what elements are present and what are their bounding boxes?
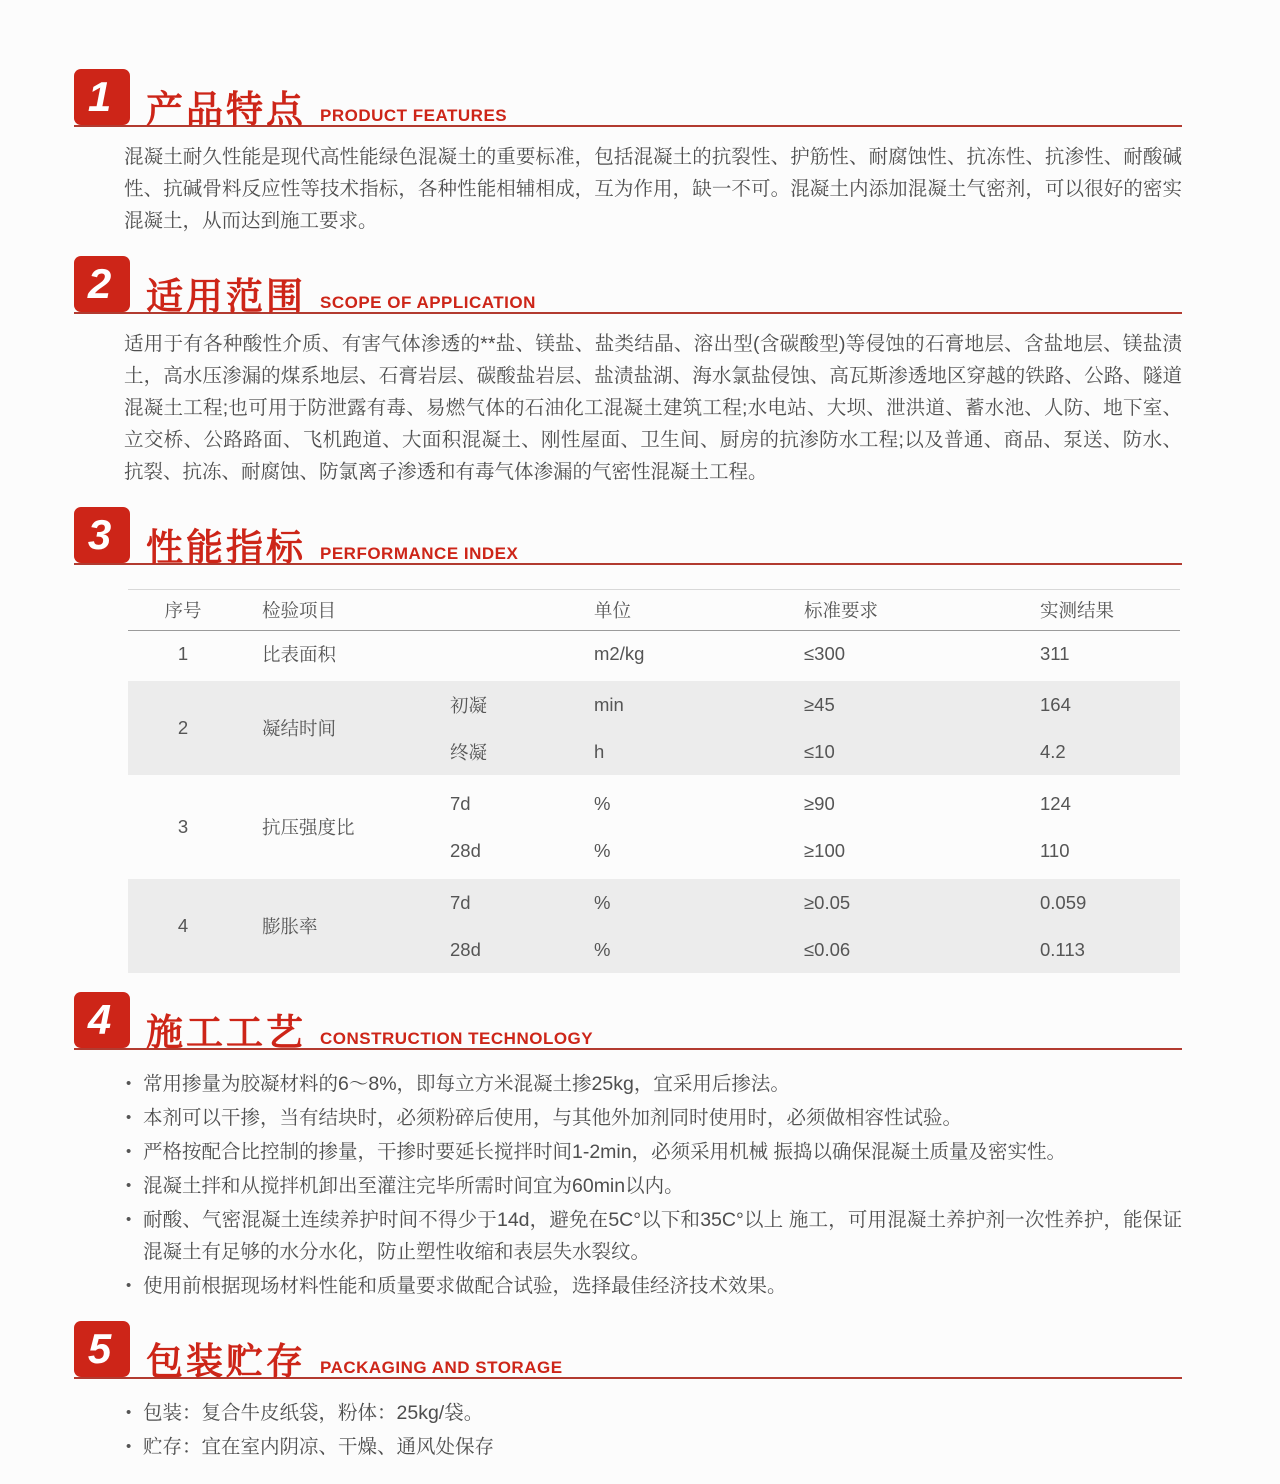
section-title: 产品特点 (146, 89, 306, 130)
section-subtitle: SCOPE OF APPLICATION (320, 293, 536, 312)
bullet-icon: • (126, 1143, 132, 1160)
section-subtitle: PRODUCT FEATURES (320, 106, 508, 125)
section-number: 2 (87, 260, 112, 307)
bullet-icon: • (126, 1109, 132, 1126)
section-number: 1 (87, 73, 112, 120)
cell-sub: 初凝 (450, 694, 488, 716)
list-item (126, 1270, 1182, 1302)
list-item (126, 1397, 1182, 1429)
section-title: 施工工艺 (146, 1012, 306, 1053)
bullet-icon: • (126, 1211, 132, 1228)
section-header (74, 1321, 1182, 1382)
cell-unit: % (594, 839, 611, 861)
table-row (128, 681, 1180, 775)
cell-unit: % (594, 938, 611, 960)
cell-standard: ≤0.06 (804, 938, 851, 960)
list-item (126, 1102, 1182, 1134)
section-header (74, 507, 1182, 568)
cell-sub: 7d (450, 792, 471, 814)
bullet-text: 常用掺量为胶凝材料的6～8%，即每立方米混凝土掺25kg，宜采用后掺法。 (143, 1073, 790, 1095)
section-body-text: 适用于有各种酸性介质、有害气体渗透的**盐、镁盐、盐类结晶、溶出型(含碳酸型)等侵蚀的石膏地层、含盐地层、镁盐渍土，高水压渗漏的煤系地层、石膏岩层、碳酸盐岩层、盐渍盐湖、海水氯盐侵蚀、高瓦斯渗透地区穿越的铁路、公路、隧道混凝土工程;也可用于防泄露有毒、易燃气体的石油化工混凝土建筑工程;水电站、大坝、泄洪道、蓄水池、人防、地下室、立交桥、公路路面、飞机跑道、大面积混凝土、刚性屋面、卫生间、厨房的抗渗防水工程;以及普通、商品、泵送、防水、抗裂、抗冻、耐腐蚀、防氯离子渗透和有毒气体渗漏的气密性混凝土工程。 (124, 333, 1182, 483)
list-item (126, 1170, 1182, 1202)
col-header-unit: 单位 (594, 600, 632, 621)
construction-bullet-list (126, 1068, 1182, 1302)
cell-unit: min (594, 693, 624, 715)
cell-sub: 7d (450, 891, 471, 913)
cell-sub: 28d (450, 839, 481, 861)
cell-result: 4.2 (1040, 740, 1066, 762)
col-header-standard: 标准要求 (804, 600, 879, 621)
cell-standard: ≥45 (804, 693, 835, 715)
cell-no: 2 (177, 717, 189, 738)
cell-unit: m2/kg (594, 642, 645, 664)
bullet-icon: • (126, 1404, 132, 1421)
cell-sub: 28d (450, 938, 481, 960)
cell-item: 抗压强度比 (262, 817, 355, 838)
cell-item: 凝结时间 (262, 718, 337, 739)
cell-result: 0.113 (1040, 938, 1085, 960)
cell-no: 3 (177, 816, 189, 837)
section-construction-technology (74, 992, 1182, 1302)
section-scope-of-application (74, 256, 1182, 488)
cell-unit: h (594, 740, 605, 762)
cell-standard: ≥90 (804, 792, 835, 814)
bullet-icon: • (126, 1277, 132, 1294)
section-number-badge (74, 992, 130, 1048)
cell-item: 比表面积 (262, 643, 337, 665)
section-number-badge (74, 507, 130, 563)
cell-standard: ≥0.05 (804, 891, 851, 913)
cell-standard: ≤10 (804, 740, 835, 762)
bullet-icon: • (126, 1177, 132, 1194)
section-subtitle: CONSTRUCTION TECHNOLOGY (320, 1029, 594, 1048)
bullet-text: 本剂可以干掺，当有结块时，必须粉碎后使用，与其他外加剂同时使用时，必须做相容性试验。 (143, 1107, 963, 1129)
section-number: 4 (87, 996, 112, 1043)
cell-unit: % (594, 891, 611, 913)
bullet-text: 混凝土拌和从搅拌机卸出至灌注完毕所需时间宜为60min以内。 (143, 1175, 684, 1197)
cell-sub: 终凝 (450, 741, 488, 763)
section-subtitle: PERFORMANCE INDEX (320, 544, 519, 563)
performance-table (128, 589, 1180, 973)
cell-result: 110 (1040, 839, 1070, 861)
cell-standard: ≥100 (804, 839, 846, 861)
bullet-icon: • (126, 1075, 132, 1092)
section-number-badge (74, 1321, 130, 1377)
col-header-result: 实测结果 (1040, 600, 1115, 621)
list-item (126, 1068, 1182, 1100)
cell-unit: % (594, 792, 611, 814)
bullet-text: 包装：复合牛皮纸袋，粉体：25kg/袋。 (143, 1402, 484, 1424)
section-number-badge (74, 69, 130, 125)
col-header-item: 检验项目 (262, 600, 337, 621)
cell-no: 4 (177, 915, 189, 936)
cell-result: 311 (1040, 642, 1070, 664)
packaging-bullet-list (126, 1397, 1182, 1463)
table-row (128, 879, 1180, 973)
list-item (126, 1204, 1182, 1268)
bullet-text: 耐酸、气密混凝土连续养护时间不得少于14d，避免在5C°以下和35C°以上 施工，可用混凝土养护剂一次性养护，能保证混凝土有足够的水分水化，防止塑性收缩和表层失水裂纹。 (143, 1209, 1182, 1263)
table-row (128, 780, 1180, 874)
section-header (74, 69, 1182, 130)
section-packaging-and-storage (74, 1321, 1182, 1463)
cell-standard: ≤300 (804, 642, 846, 664)
cell-item: 膨胀率 (262, 916, 318, 937)
section-number: 5 (87, 1325, 112, 1372)
section-title: 适用范围 (146, 276, 306, 317)
section-number-badge (74, 256, 130, 312)
list-item (126, 1431, 1182, 1463)
section-number: 3 (87, 511, 112, 558)
cell-result: 0.059 (1040, 891, 1087, 913)
bullet-text: 严格按配合比控制的掺量，干掺时要延长搅拌时间1-2min，必须采用机械 振捣以确保混凝土质量及密实性。 (143, 1141, 1067, 1163)
section-performance-index (74, 507, 1182, 973)
bullet-text: 使用前根据现场材料性能和质量要求做配合试验，选择最佳经济技术效果。 (143, 1275, 787, 1297)
cell-no: 1 (177, 642, 189, 664)
section-title: 性能指标 (146, 527, 306, 568)
col-header-no: 序号 (164, 600, 202, 621)
section-header (74, 992, 1182, 1053)
section-body-text: 混凝土耐久性能是现代高性能绿色混凝土的重要标准，包括混凝土的抗裂性、护筋性、耐腐蚀性、抗冻性、抗渗性、耐酸碱性、抗碱骨料反应性等技术指标，各种性能相辅相成，互为作用，缺一不可。混凝土内添加混凝土气密剂，可以很好的密实混凝土，从而达到施工要求。 (124, 146, 1182, 232)
cell-result: 124 (1040, 792, 1071, 814)
section-product-features (74, 69, 1182, 237)
table-row (128, 631, 1180, 676)
section-title: 包装贮存 (146, 1341, 306, 1382)
cell-sub (430, 631, 570, 676)
bullet-icon: • (126, 1438, 132, 1455)
bullet-text: 贮存：宜在室内阴凉、干燥、通风处保存 (143, 1436, 495, 1458)
section-subtitle: PACKAGING AND STORAGE (320, 1358, 563, 1377)
list-item (126, 1136, 1182, 1168)
section-header (74, 256, 1182, 317)
cell-result: 164 (1040, 693, 1071, 715)
table-header-row (128, 589, 1180, 631)
